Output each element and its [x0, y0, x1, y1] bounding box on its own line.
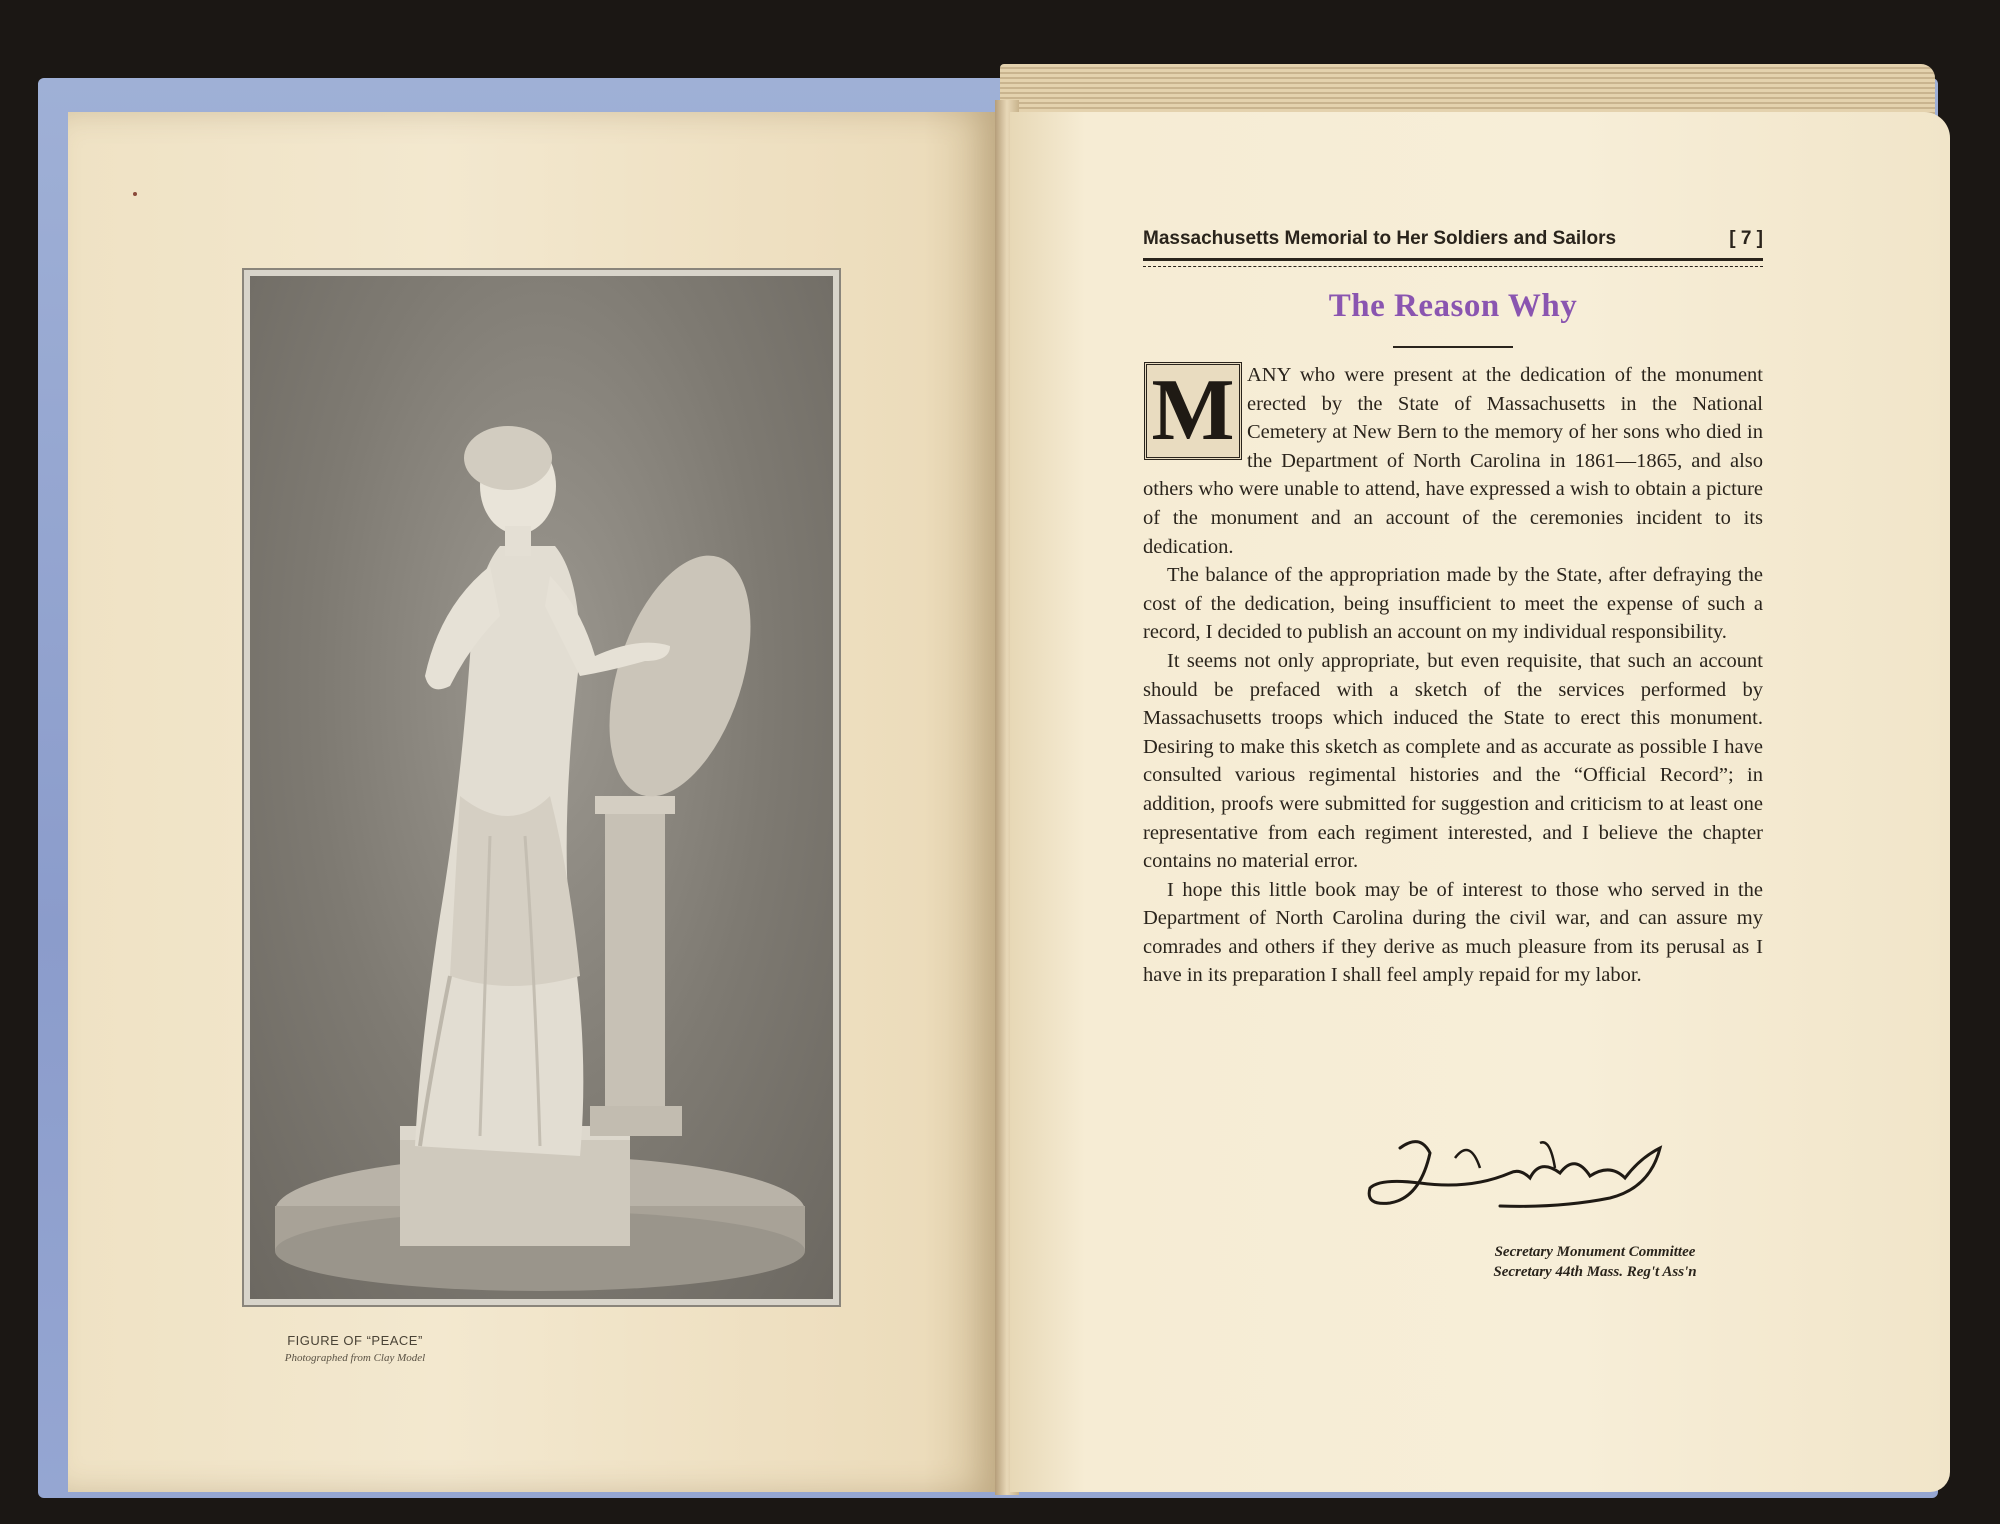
paper-speck	[133, 192, 137, 196]
title-rule	[1393, 346, 1513, 348]
signer-title-1: Secretary Monument Committee	[1494, 1244, 1696, 1260]
page-number: [ 7 ]	[1729, 228, 1763, 249]
statue-illustration	[250, 276, 833, 1299]
header-rule	[1143, 258, 1763, 267]
statue-photograph	[242, 268, 841, 1307]
photo-caption: FIGURE OF “PEACE”	[287, 1333, 423, 1348]
photo-subcaption: Photographed from Clay Model	[284, 1352, 426, 1364]
drop-cap-letter: M	[1151, 362, 1235, 459]
body-text	[1143, 361, 1763, 990]
signer-title-2: Secretary 44th Mass. Reg't Ass'n	[1493, 1264, 1697, 1280]
running-head	[1143, 228, 1763, 250]
running-head-title: Massachusetts Memorial to Her Soldiers and Sailors	[1143, 228, 1617, 249]
paragraph-2: The balance of the appropriation made by the State, after defraying the cost of the dedication, being insufficient to meet the expense of such a record, I decided to publish an account on my individual responsibility.	[1143, 564, 1763, 644]
paragraph-4: I hope this little book may be of interest to those who served in the Department of North Carolina during the civil war, and can assure my comrades and others if they derive as much pleasure from its perusal as I have in its preparation I shall feel amply repaid for my labor.	[1143, 878, 1763, 987]
drop-cap-space	[1143, 361, 1247, 469]
chapter-title: The Reason Why	[1328, 288, 1578, 324]
signature	[1360, 1128, 1680, 1218]
paragraph-3: It seems not only appropriate, but even requisite, that such an account should be prefaced with a sketch of the services performed by Massachusetts troops which induced the State to erect this monument. Desiring to make this sketch as complete and as accurate as possible I have consulted various regimental histories and the “Official Record”; in addition, proofs were submitted for suggestion and criticism to at least one representative from each regiment interested, and I believe the chapter contains no material error.	[1143, 649, 1763, 873]
photo-halftone	[250, 276, 833, 1299]
paragraph-1: ANY who were present at the dedication of the monument erected by the State of Massachusetts in the National Cemetery at New Bern to the memory of her sons who died in the Department of North Carolina in 1861—1865, and also others who were unable to attend, have expressed a wish to obtain a picture of the monument and an account of the ceremonies incident to its dedication.	[1143, 364, 1763, 558]
